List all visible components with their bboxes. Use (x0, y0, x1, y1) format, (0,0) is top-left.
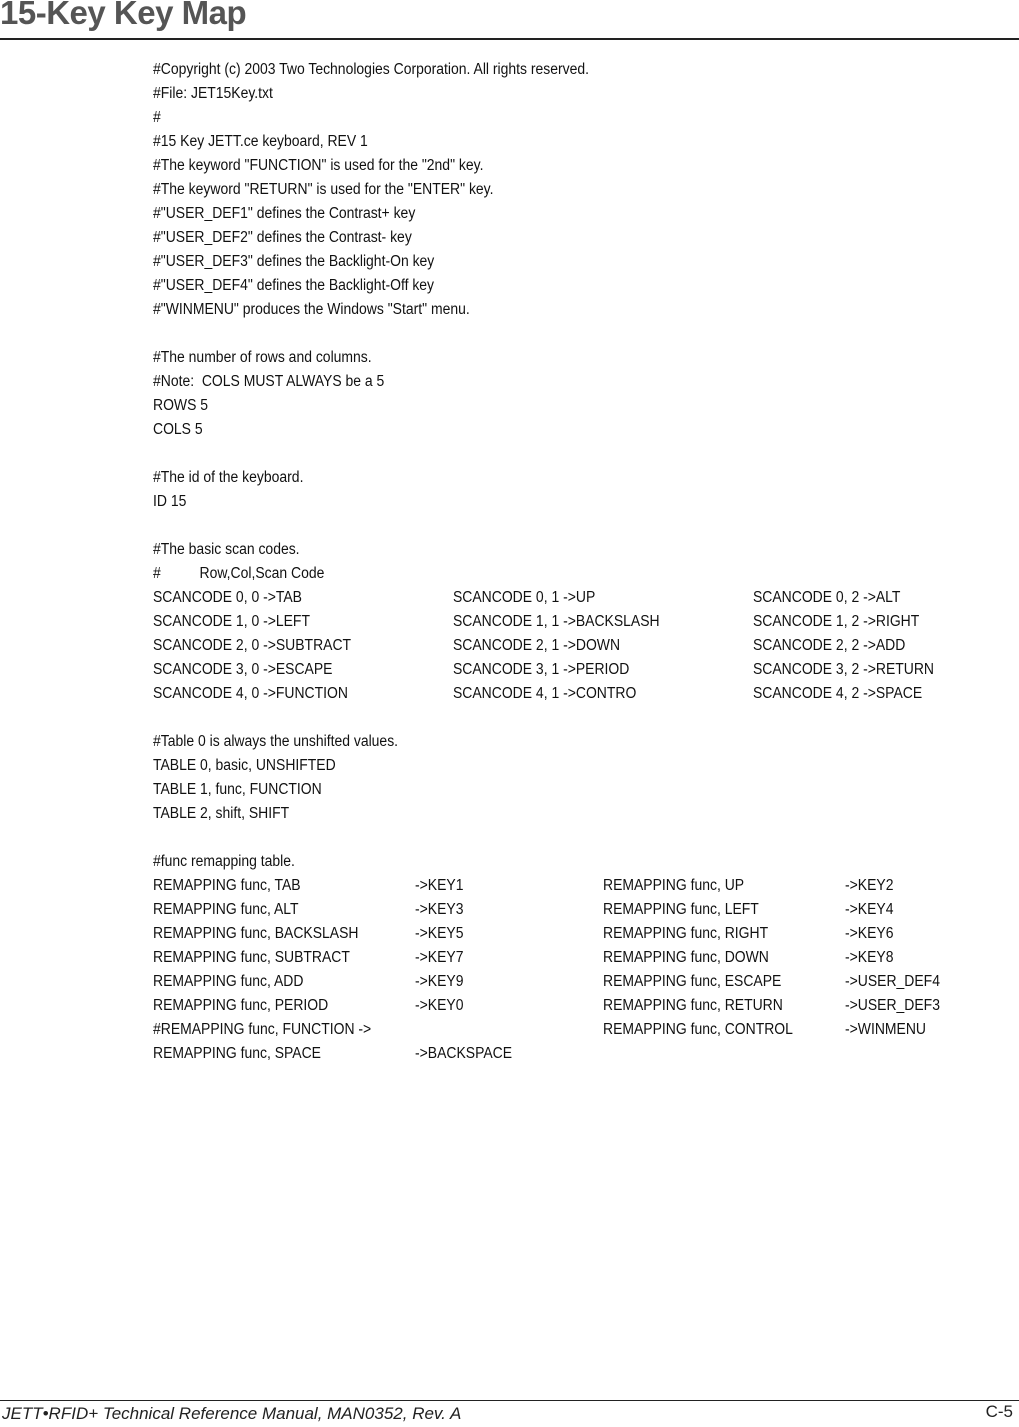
remapping-entry: REMAPPING func, DOWN (603, 949, 769, 966)
scancode-entry: SCANCODE 4, 1 ->CONTRO (453, 685, 637, 702)
comment-line: # Row,Col,Scan Code (153, 565, 325, 582)
scancode-entry: SCANCODE 1, 2 ->RIGHT (753, 613, 920, 630)
remapping-entry: REMAPPING func, SPACE (153, 1045, 321, 1062)
remapping-entry: ->BACKSPACE (415, 1045, 513, 1062)
remapping-entry: REMAPPING func, ESCAPE (603, 973, 782, 990)
comment-line: #"USER_DEF4" defines the Backlight-Off key (153, 277, 435, 294)
scancode-entry: SCANCODE 0, 0 ->TAB (153, 589, 302, 606)
config-line: ID 15 (153, 493, 187, 510)
scancode-entry: SCANCODE 3, 2 ->RETURN (753, 661, 934, 678)
remapping-entry: REMAPPING func, UP (603, 877, 745, 894)
remapping-entry: ->WINMENU (845, 1021, 926, 1038)
scancode-entry: SCANCODE 4, 2 ->SPACE (753, 685, 923, 702)
remapping-entry: REMAPPING func, PERIOD (153, 997, 329, 1014)
scancode-entry: SCANCODE 2, 0 ->SUBTRACT (153, 637, 352, 654)
comment-line: # (153, 109, 161, 126)
scancode-entry: SCANCODE 2, 1 ->DOWN (453, 637, 621, 654)
header-divider (0, 38, 1019, 40)
comment-line: #"USER_DEF2" defines the Contrast- key (153, 229, 412, 246)
remapping-entry: #REMAPPING func, FUNCTION -> (153, 1021, 372, 1038)
scancode-entry: SCANCODE 1, 0 ->LEFT (153, 613, 310, 630)
remapping-entry: ->KEY7 (415, 949, 464, 966)
remapping-entry: REMAPPING func, TAB (153, 877, 301, 894)
remapping-entry: ->KEY4 (845, 901, 894, 918)
config-line: TABLE 0, basic, UNSHIFTED (153, 757, 336, 774)
config-line: TABLE 1, func, FUNCTION (153, 781, 322, 798)
comment-line: #The keyword "FUNCTION" is used for the "2nd" key. (153, 157, 484, 174)
comment-line: #The number of rows and columns. (153, 349, 372, 366)
remapping-entry: REMAPPING func, ADD (153, 973, 304, 990)
config-line: TABLE 2, shift, SHIFT (153, 805, 290, 822)
remapping-entry: REMAPPING func, LEFT (603, 901, 759, 918)
page-number: C-5 (985, 1402, 1013, 1421)
config-line: ROWS 5 (153, 397, 209, 414)
remapping-entry: ->USER_DEF4 (845, 973, 940, 990)
scancode-entry: SCANCODE 0, 1 ->UP (453, 589, 596, 606)
comment-line: #"USER_DEF3" defines the Backlight-On key (153, 253, 435, 270)
comment-line: #The id of the keyboard. (153, 469, 304, 486)
comment-line: #"WINMENU" produces the Windows "Start" menu. (153, 301, 470, 318)
remapping-entry: REMAPPING func, BACKSLASH (153, 925, 359, 942)
scancode-entry: SCANCODE 0, 2 ->ALT (753, 589, 901, 606)
scancode-entry: SCANCODE 3, 1 ->PERIOD (453, 661, 630, 678)
remapping-entry: REMAPPING func, ALT (153, 901, 299, 918)
remapping-entry: REMAPPING func, CONTROL (603, 1021, 793, 1038)
comment-line: #File: JET15Key.txt (153, 85, 273, 102)
page-title: 15-Key Key Map (0, 0, 247, 31)
comment-line: #The basic scan codes. (153, 541, 300, 558)
remapping-entry: ->KEY8 (845, 949, 894, 966)
remapping-entry: REMAPPING func, RIGHT (603, 925, 769, 942)
remapping-entry: ->KEY0 (415, 997, 464, 1014)
comment-line: #15 Key JETT.ce keyboard, REV 1 (153, 133, 368, 150)
remapping-entry: ->KEY6 (845, 925, 894, 942)
remapping-entry: ->USER_DEF3 (845, 997, 940, 1014)
comment-line: #func remapping table. (153, 853, 295, 870)
footer-manual-title: JETT•RFID+ Technical Reference Manual, MAN0352, Rev. A (2, 1404, 462, 1423)
remapping-entry: ->KEY2 (845, 877, 894, 894)
config-line: COLS 5 (153, 421, 203, 438)
remapping-entry: REMAPPING func, SUBTRACT (153, 949, 350, 966)
remapping-entry: ->KEY5 (415, 925, 464, 942)
footer-divider (0, 1400, 1019, 1401)
scancode-entry: SCANCODE 1, 1 ->BACKSLASH (453, 613, 660, 630)
comment-line: #The keyword "RETURN" is used for the "ENTER" key. (153, 181, 494, 198)
comment-line: #Table 0 is always the unshifted values. (153, 733, 399, 750)
comment-line: #Note: COLS MUST ALWAYS be a 5 (153, 373, 385, 390)
remapping-entry: REMAPPING func, RETURN (603, 997, 783, 1014)
remapping-entry: ->KEY9 (415, 973, 464, 990)
scancode-entry: SCANCODE 4, 0 ->FUNCTION (153, 685, 348, 702)
remapping-entry: ->KEY3 (415, 901, 464, 918)
comment-line: #Copyright (c) 2003 Two Technologies Corporation. All rights reserved. (153, 61, 590, 78)
scancode-entry: SCANCODE 2, 2 ->ADD (753, 637, 906, 654)
remapping-entry: ->KEY1 (415, 877, 464, 894)
scancode-entry: SCANCODE 3, 0 ->ESCAPE (153, 661, 333, 678)
comment-line: #"USER_DEF1" defines the Contrast+ key (153, 205, 416, 222)
